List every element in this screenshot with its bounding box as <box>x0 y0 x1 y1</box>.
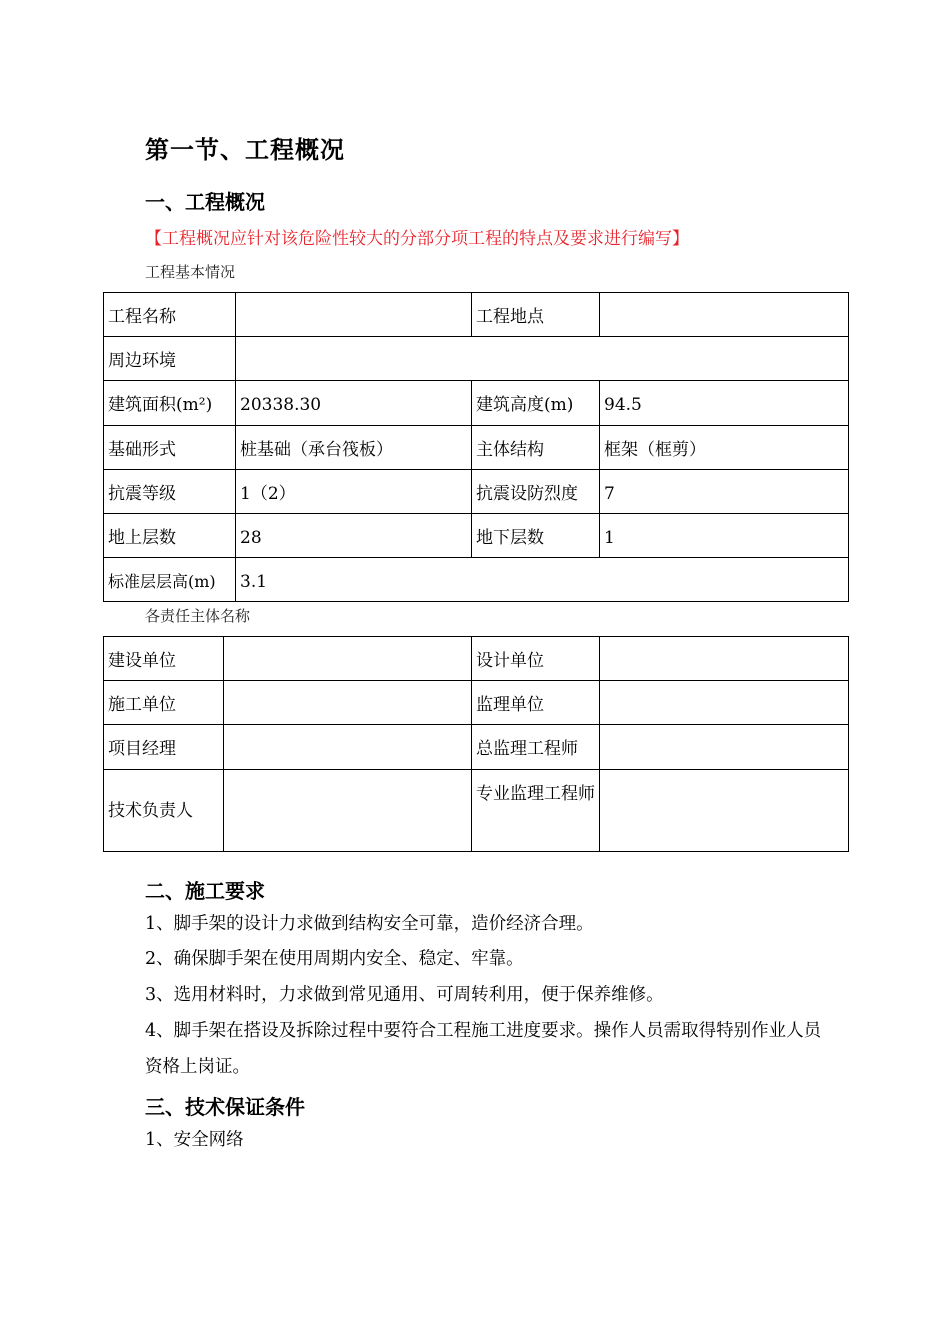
table1-caption: 工程基本情况 <box>145 263 236 281</box>
structure-label: 主体结构 <box>472 426 600 470</box>
area-label: 建筑面积(m²) <box>104 381 236 426</box>
red-note: 【工程概况应针对该危险性较大的分部分项工程的特点及要求进行编写】 <box>145 229 689 249</box>
heading-overview: 一、工程概况 <box>145 190 265 214</box>
construction-unit-label: 建设单位 <box>104 637 224 681</box>
height-label: 建筑高度(m) <box>472 381 600 426</box>
requirement-item: 1、脚手架的设计力求做到结构安全可靠，造价经济合理。 <box>145 914 594 934</box>
seismic-grade-value: 1（2） <box>236 470 472 514</box>
project-manager-label: 项目经理 <box>104 725 224 770</box>
requirement-item: 4、脚手架在搭设及拆除过程中要符合工程施工进度要求。操作人员需取得特别作业人员资格上岗证。 <box>145 1021 822 1077</box>
tech-lead-label: 技术负责人 <box>104 770 224 852</box>
floor-height-value: 3.1 <box>236 558 849 602</box>
tech-item: 1、安全网络 <box>145 1130 244 1150</box>
project-name-value <box>236 293 472 337</box>
specialty-supervisor-label: 专业监理工程师 <box>472 770 600 852</box>
area-value: 20338.30 <box>236 381 472 426</box>
heading-tech-conditions: 三、技术保证条件 <box>145 1095 305 1119</box>
foundation-label: 基础形式 <box>104 426 236 470</box>
design-unit-value <box>600 637 849 681</box>
table2-caption: 各责任主体名称 <box>145 607 251 625</box>
foundation-value: 桩基础（承台筏板） <box>236 426 472 470</box>
surroundings-value <box>236 337 849 381</box>
seismic-grade-label: 抗震等级 <box>104 470 236 514</box>
location-value <box>600 293 849 337</box>
floors-below-value: 1 <box>600 514 849 558</box>
floor-height-label: 标准层层高(m) <box>104 558 236 602</box>
project-manager-value <box>224 725 472 770</box>
project-name-label: 工程名称 <box>104 293 236 337</box>
surroundings-label: 周边环境 <box>104 337 236 381</box>
project-info-table <box>103 292 849 602</box>
chief-supervisor-value <box>600 725 849 770</box>
structure-value: 框架（框剪） <box>600 426 849 470</box>
supervision-unit-label: 监理单位 <box>472 681 600 725</box>
supervision-unit-value <box>600 681 849 725</box>
requirement-item: 2、确保脚手架在使用周期内安全、稳定、牢靠。 <box>145 949 524 969</box>
height-value: 94.5 <box>600 381 849 426</box>
section-title: 第一节、工程概况 <box>145 136 345 164</box>
builder-unit-label: 施工单位 <box>104 681 224 725</box>
construction-unit-value <box>224 637 472 681</box>
builder-unit-value <box>224 681 472 725</box>
heading-requirements: 二、施工要求 <box>145 879 265 903</box>
design-unit-label: 设计单位 <box>472 637 600 681</box>
responsible-parties-table <box>103 636 849 852</box>
floors-above-label: 地上层数 <box>104 514 236 558</box>
requirement-item: 3、选用材料时，力求做到常见通用、可周转利用，便于保养维修。 <box>145 985 664 1005</box>
specialty-supervisor-value <box>600 770 849 852</box>
chief-supervisor-label: 总监理工程师 <box>472 725 600 770</box>
tech-lead-value <box>224 770 472 852</box>
seismic-intensity-label: 抗震设防烈度 <box>472 470 600 514</box>
seismic-intensity-value: 7 <box>600 470 849 514</box>
floors-below-label: 地下层数 <box>472 514 600 558</box>
location-label: 工程地点 <box>472 293 600 337</box>
floors-above-value: 28 <box>236 514 472 558</box>
